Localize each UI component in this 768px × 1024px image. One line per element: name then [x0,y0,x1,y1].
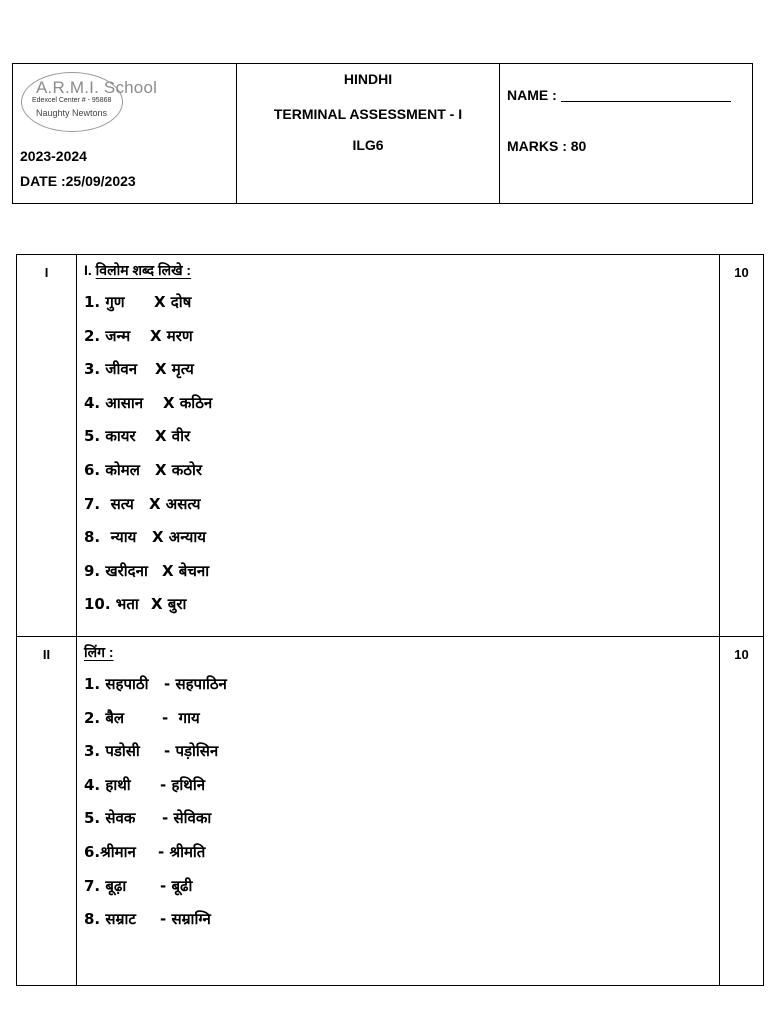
section-antonyms [17,255,763,636]
item-word: 8. न्याय [84,528,137,547]
list-item [84,488,719,522]
academic-year: 2023-2024 [20,148,87,164]
question-table [16,254,764,986]
item-pair: X दोष [154,293,192,311]
item-pair: X मृत्य [155,360,194,379]
item-pair: X कठोर [155,460,203,479]
item-pair: - सेविका [162,809,212,828]
item-pair: - हथिनि [160,775,206,794]
section-body [77,255,720,636]
date-label: DATE : [20,173,66,189]
section-marks: 10 [734,265,749,280]
item-pair: - सहपाठिन [164,675,227,693]
section-body [77,637,720,985]
school-cell [13,64,237,203]
item-pair: X कठिन [163,393,213,412]
section-number: I [17,255,77,636]
list-item [84,668,719,702]
item-word: 9. खरीदना [84,561,148,580]
name-label: NAME : [507,87,557,103]
section-title-prefix: I. [84,262,96,278]
logo-tagline: Naughty Newtons [36,108,108,118]
exam-info-cell [237,64,500,203]
section-gender [17,636,763,985]
list-item [84,420,719,454]
list-item [84,286,719,320]
section-title [84,261,719,286]
item-pair: - सम्राग्नि [160,910,211,929]
list-item [84,454,719,488]
date-value: 25/09/2023 [65,173,136,189]
name-field[interactable] [507,87,731,103]
list-item [84,555,719,589]
section-title-text: विलोम शब्द लिखे : [95,262,192,278]
list-item [84,735,719,769]
student-cell [500,64,752,203]
item-word: 7. बूढ़ा [84,876,127,895]
item-word: 3. जीवन [84,360,138,379]
list-item [84,903,719,937]
list-item [84,320,719,354]
item-word: 5. कायर [84,427,136,446]
item-pair: - बूढी [160,876,193,895]
exam-date [20,173,136,189]
item-word: 4. हाथी [84,775,131,794]
list-item [84,836,719,870]
item-word: 1. सहपाठी [84,675,149,693]
section-title [84,643,719,668]
list-item [84,521,719,555]
item-word: 1. गुण [84,293,125,311]
list-item [84,769,719,803]
item-pair: - पड़ोसिन [164,742,219,761]
section-number: II [17,637,77,985]
list-item [84,387,719,421]
subject-title: HINDHI [343,71,393,87]
school-logo [21,72,158,132]
item-pair: X मरण [150,326,193,345]
item-word: 2. बैल [84,708,125,727]
item-pair: - श्रीमति [158,842,206,861]
section-marks: 10 [734,647,749,662]
list-item [84,702,719,736]
item-word: 6.श्रीमान [84,842,136,861]
assessment-title: TERMINAL ASSESSMENT - I [273,106,463,122]
item-pair: - गाय [162,708,200,727]
marks-total: MARKS : 80 [507,138,587,154]
item-word: 7. सत्य [84,494,134,513]
name-blank-line[interactable] [561,89,731,102]
item-pair: X असत्य [149,494,201,513]
item-word: 2. जन्म [84,326,131,345]
header-table [12,63,753,204]
list-item [84,353,719,387]
item-pair: X बेचना [162,561,210,580]
list-item [84,802,719,836]
logo-center-line: Edexcel Center # - 95868 [32,97,112,104]
item-pair: X बुरा [151,595,187,614]
item-word: 3. पडोसी [84,742,140,761]
item-word: 10. भता [84,595,139,614]
list-item [84,588,719,622]
item-word: 6. कोमल [84,460,140,479]
item-pair: X अन्याय [152,528,206,547]
item-word: 8. सम्राट [84,910,136,929]
item-word: 4. आसान [84,393,144,412]
section-title-text: लिंग : [84,644,114,660]
grade-code: ILG6 [352,137,384,153]
item-pair: X वीर [155,427,191,446]
list-item [84,870,719,904]
logo-school-name: A.R.M.I. School [36,78,158,97]
item-word: 5. सेवक [84,809,136,828]
